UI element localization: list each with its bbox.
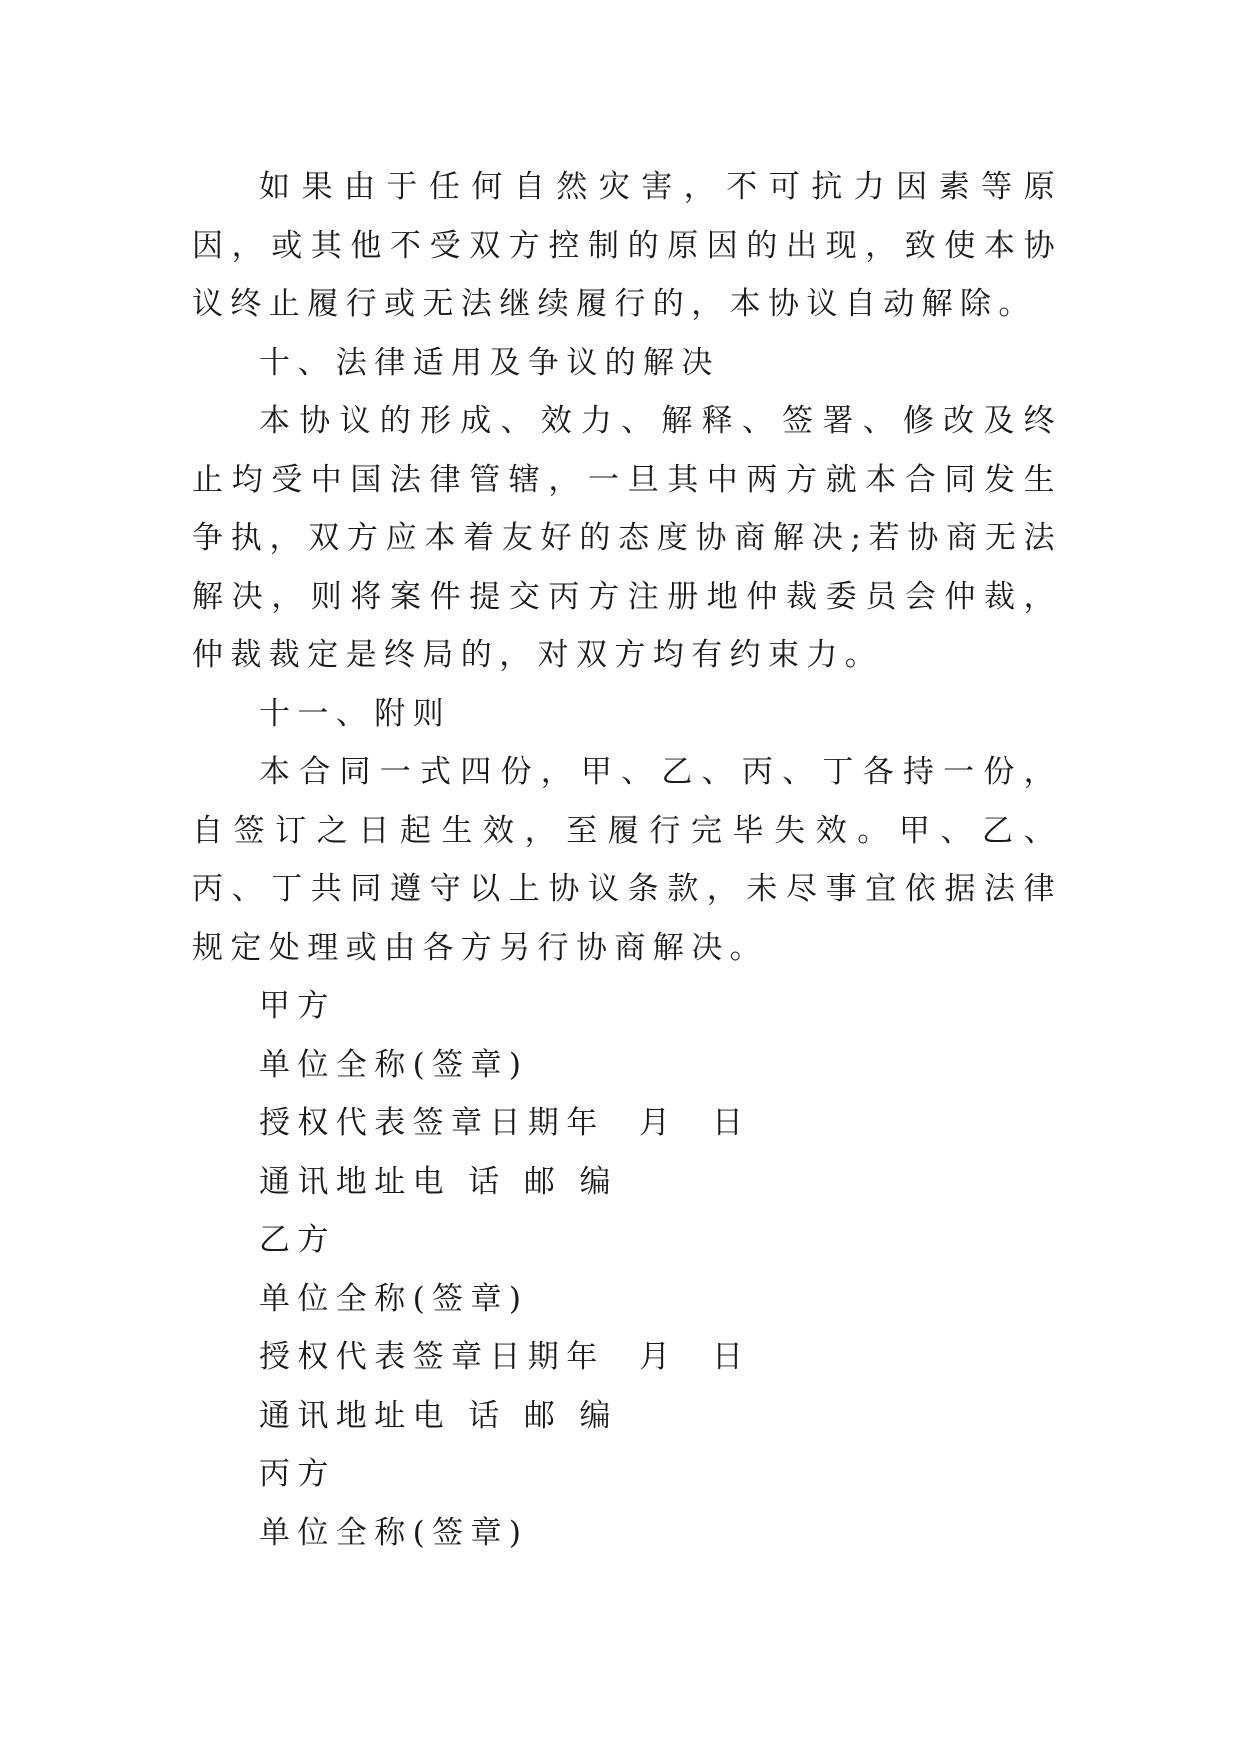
party-b-representative-date: 授权代表签章日期年 月 日 xyxy=(259,1339,751,1375)
party-b-contact: 通讯地址电 话 邮 编 xyxy=(259,1397,618,1434)
party-a-representative-date: 授权代表签章日期年 月 日 xyxy=(259,1105,751,1141)
party-b-label: 乙方 xyxy=(259,1222,336,1258)
party-a-unit-name: 单位全称(签章) xyxy=(259,1046,529,1083)
paragraph-force-majeure: 如果由于任何自然灾害，不可抗力因素等原因，或其他不受双方控制的原因的出现，致使本协议终止履行或无法继续履行的，本协议自动解除。 xyxy=(192,169,1062,322)
party-b-unit-name: 单位全称(签章) xyxy=(259,1280,529,1317)
document-body xyxy=(192,158,1062,1562)
paragraph-dispute-resolution: 本协议的形成、效力、解释、签署、修改及终止均受中国法律管辖，一旦其中两方就本合同发生争执，双方应本着友好的态度协商解决;若协商无法解决，则将案件提交丙方注册地仲裁委员会仲裁，仲裁裁定是终局的，对双方均有约束力。 xyxy=(192,403,1062,673)
section-heading-law: 十、法律适用及争议的解决 xyxy=(259,344,720,381)
party-c-label: 丙方 xyxy=(259,1456,336,1492)
paragraph-copies-validity: 本合同一式四份，甲、乙、丙、丁各持一份，自签订之日起生效，至履行完毕失效。甲、乙、丙、丁共同遵守以上协议条款，未尽事宜依据法律规定处理或由各方另行协商解决。 xyxy=(192,754,1062,966)
party-c-unit-name: 单位全称(签章) xyxy=(259,1514,529,1551)
party-a-contact: 通讯地址电 话 邮 编 xyxy=(259,1163,618,1200)
section-heading-supplementary: 十一、附则 xyxy=(259,695,451,732)
party-a-label: 甲方 xyxy=(259,988,336,1024)
